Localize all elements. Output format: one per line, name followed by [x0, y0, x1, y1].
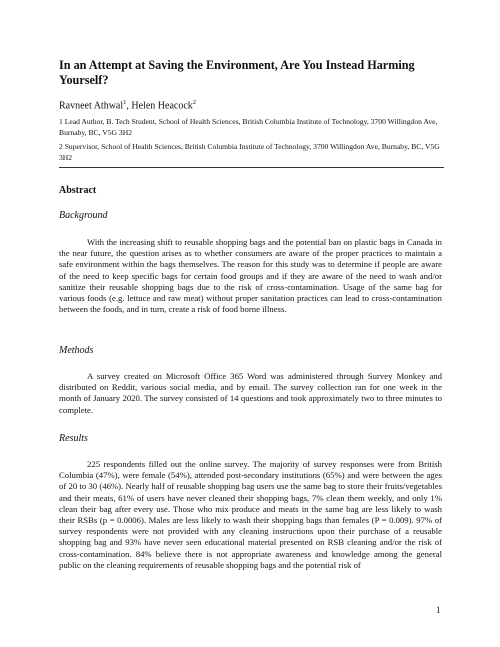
author-name: Helen Heacock: [131, 100, 193, 112]
results-heading: Results: [59, 433, 88, 444]
author-affiliation-marker: 1: [123, 99, 127, 106]
background-heading: Background: [59, 210, 108, 221]
paper-title: In an Attempt at Saving the Environment, Are You Instead Harming Yourself?: [59, 58, 415, 87]
methods-heading: Methods: [59, 345, 94, 356]
author-separator: ,: [126, 100, 132, 112]
affiliation-1: 1 Lead Author, B. Tech Student, School of Health Sciences, British Columbia Institute of Technology, 3700 Willingdon Ave, Burnaby, BC, V5G 3H2: [59, 117, 438, 137]
methods-paragraph: A survey created on Microsoft Office 365 Word was administered through Survey Monkey and distributed on Reddit, various social media, and by email. The survey collection ran for one week in the month of January 2020. The survey consisted of 14 questions and took approximately two to three minutes to complete.: [59, 371, 442, 415]
author-line: [59, 97, 196, 112]
abstract-heading: Abstract: [59, 185, 97, 196]
page-number: 1: [436, 605, 441, 615]
header-divider: [59, 167, 444, 168]
author-name: Ravneet Athwal: [59, 100, 124, 112]
results-paragraph: 225 respondents filled out the online survey. The majority of survey responses were from British Columbia (47%), were female (54%), attended post-secondary institutions (65%) and were between the ages of 20 to 30 (46%). Nearly half of reusable shopping bag users use the same bag to store their fruits/vegetables and their meats, 61% of users have never cleaned their shopping bags, 7% clean them weekly, and only 1% clean their bag after every use. Those who mix produce and meats in the same bag are less likely to wash their RSBs (p = 0.0006). Males are less likely to wash their shopping bags than females (P = 0.009). 97% of survey respondents were not provided with any cleaning instructions upon their purchase of a reusable shopping bag and 93% have never seen educational material presented on RSB cleaning and/or the risk of cross-contamination. 84% believe there is not appropriate awareness and knowledge among the general public on the cleaning requirements of reusable shopping bags and the potential risk of: [59, 459, 442, 570]
author-affiliation-marker: 2: [192, 99, 197, 106]
background-paragraph: With the increasing shift to reusable shopping bags and the potential ban on plastic bags in Canada in the near future, the question arises as to whether consumers are aware of the proper practices to maintain a safe environment within the bags themselves. The reason for this study was to determine if people are aware of the need to keep specific bags for certain food groups and if they are aware of the need to wash and/or sanitize their reusable shopping bags due to the risk of cross-contamination. Usage of the same bag for various foods (e.g. lettuce and raw meat) without proper sanitation practices can lead to cross-contamination between the foods, and in turn, create a risk of food borne illness.: [59, 237, 442, 315]
affiliation-2: 2 Supervisor, School of Health Sciences, British Columbia Institute of Technology, 3700 Willingdon Ave, Burnaby, BC, V5G 3H2: [59, 142, 440, 162]
